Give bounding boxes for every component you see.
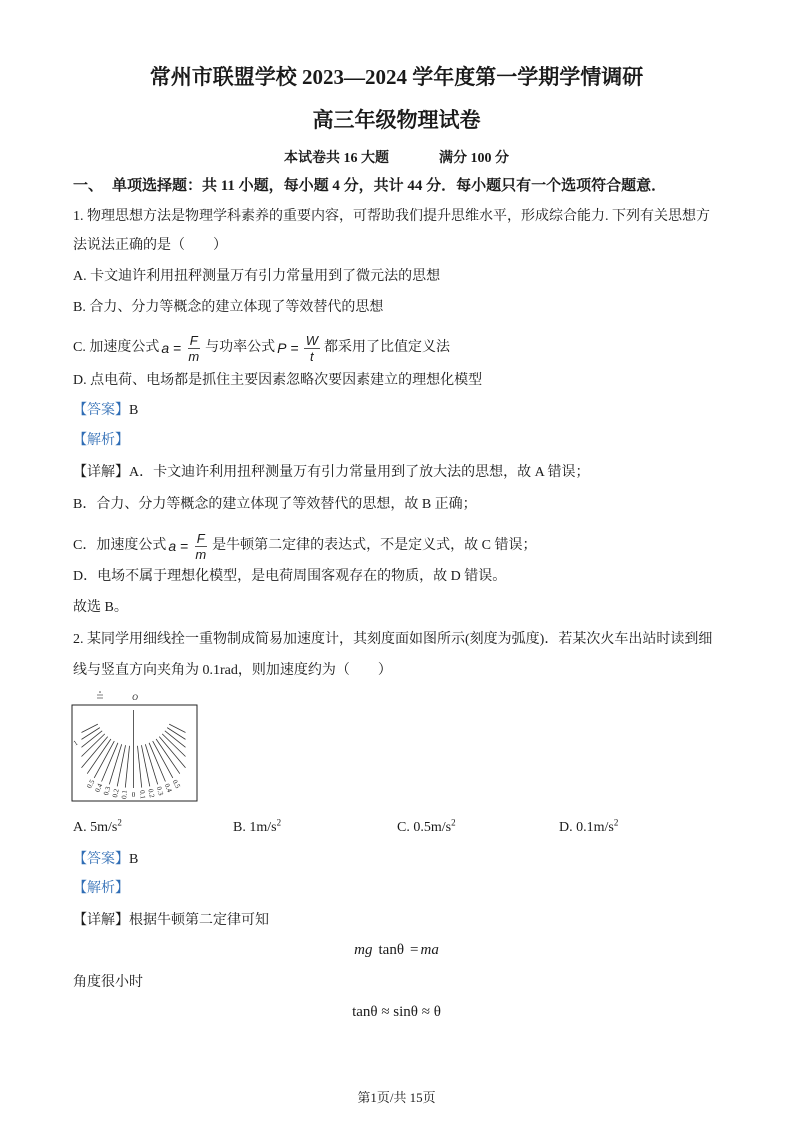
option-label: C. 0.5m/s [397, 820, 452, 835]
scale-label: 0.4 [93, 782, 105, 794]
fraction-numerator: W [305, 332, 318, 348]
detail-text: 根据牛顿第二定律可知 [129, 913, 269, 928]
fraction-denominator: m [195, 546, 207, 562]
scale-tick [169, 724, 185, 732]
scale-tick [141, 745, 149, 786]
total-score: 满分 100 分 [439, 151, 509, 166]
q1-detail-c [73, 528, 537, 564]
scale-label: 0.2 [146, 788, 156, 799]
eq-rhs: ma [420, 942, 439, 958]
eq-equals: = [410, 942, 419, 958]
fraction-denominator: m [188, 348, 200, 364]
scale-tick [125, 746, 129, 788]
scale-label: 0 [131, 791, 136, 799]
answer-tag: 【答案】 [73, 403, 129, 418]
exam-subtitle: 高三年级物理试卷 [312, 108, 481, 132]
scale-label: 0.4 [162, 782, 174, 794]
scale-tick [145, 744, 157, 784]
option-c-suffix: 都采用了比值定义法 [323, 340, 450, 355]
detail-c-prefix: C．加速度公式 [73, 538, 167, 553]
scale-tick [109, 744, 121, 784]
scale-label: 0.3 [102, 785, 113, 797]
formula-equals: = [173, 340, 182, 356]
equation-newton [0, 941, 793, 959]
section-number: 一、 [73, 178, 104, 194]
option-label: B. 1m/s [233, 820, 277, 835]
option-exponent: 2 [117, 817, 122, 828]
formula-lhs: a [161, 340, 170, 356]
pivot-label: O [132, 693, 138, 702]
fraction-numerator: F [189, 332, 198, 348]
q1-conclusion: 故选 B。 [73, 600, 128, 615]
q2-options [73, 819, 713, 837]
scale-tick [137, 746, 141, 788]
q2-option-a [73, 819, 122, 837]
scale-tick [117, 745, 125, 786]
figure-mark [97, 691, 103, 698]
q1-analysis-tag: 【解析】 [73, 433, 129, 448]
detail-a-text: A．卡文迪许利用扭秤测量万有引力常量用到了放大法的思想，故 A 错误； [129, 465, 590, 480]
detail-tag: 【详解】 [73, 465, 129, 480]
q2-option-c [397, 819, 456, 837]
q1-option-d: D. 点电荷、电场都是抓住主要因素忽略次要因素建立的理想化模型 [73, 373, 483, 388]
option-exponent: 2 [613, 817, 619, 828]
formula-equals: = [180, 538, 189, 554]
option-label: D. 0.1m/s [559, 820, 614, 835]
q1-detail-d: D．电场不属于理想化模型，是电荷周围客观存在的物质，故 D 错误。 [73, 569, 507, 584]
formula-lhs: a [168, 538, 177, 554]
equation-small-angle: tanθ ≈ sinθ ≈ θ [352, 1004, 441, 1020]
q2-option-b [233, 819, 281, 837]
scale-tick [82, 728, 100, 740]
detail-c-suffix: 是牛顿第二定律的表达式，不是定义式，故 C 错误； [212, 538, 537, 553]
q2-stem-line-1: 2. 某同学用细线拴一重物制成简易加速度计，其刻度面如图所示(刻度为弧度)．若某次火车出站时读到细 [73, 632, 713, 647]
page-number: 第1页/共 15页 [357, 1090, 436, 1105]
q2-small-angle-text: 角度很小时 [73, 975, 143, 990]
option-exponent: 2 [451, 817, 456, 828]
answer-tag: 【答案】 [73, 852, 129, 867]
exam-title: 常州市联盟学校 2023—2024 学年度第一学期学情调研 [149, 65, 644, 89]
q1-option-c [73, 330, 450, 366]
fraction [193, 531, 208, 562]
q2-detail [73, 912, 269, 930]
eq-function: tan [378, 942, 397, 958]
scale-label: 0.5 [170, 778, 182, 790]
option-label: A. 5m/s [73, 820, 118, 835]
option-c-prefix: C. 加速度公式 [73, 340, 160, 355]
option-exponent: 2 [276, 817, 282, 828]
accelerometer-scale-figure [70, 688, 200, 804]
q2-option-d [559, 819, 618, 837]
section-instruction: 单项选择题：共 11 小题，每小题 4 分，共计 44 分．每小题只有一个选项符合题意． [112, 178, 667, 194]
fraction-numerator: F [196, 530, 205, 546]
q1-option-b: B. 合力、分力等概念的建立体现了等效替代的思想 [73, 300, 384, 315]
q1-detail-a [73, 464, 589, 482]
fraction [304, 333, 320, 364]
option-c-middle: 与功率公式 [205, 340, 276, 355]
fraction [186, 333, 201, 364]
formula-lhs: P [277, 340, 287, 356]
scale-label: 0.1 [120, 789, 130, 800]
answer-value: B [129, 403, 139, 418]
scale-label: 0.1 [137, 789, 147, 800]
question-count: 本试卷共 16 大题 [284, 151, 389, 166]
q1-stem-line-1: 1. 物理思想方法是物理学科素养的重要内容，可帮助我们提升思维水平，形成综合能力. 下列有关思想方 [73, 209, 710, 224]
q1-option-a: A. 卡文迪许利用扭秤测量万有引力常量用到了微元法的思想 [73, 269, 441, 284]
q2-analysis-tag: 【解析】 [73, 881, 129, 896]
q2-answer [73, 851, 138, 869]
scale-tick [82, 724, 98, 732]
scale-label: 0.3 [154, 785, 165, 797]
eq-argument: θ [396, 942, 405, 958]
detail-tag: 【详解】 [73, 913, 129, 928]
q2-stem-line-2: 线与竖直方向夹角为 0.1rad，则加速度约为（ ） [73, 663, 392, 678]
q1-stem-line-2: 法说法正确的是（ ） [73, 238, 227, 253]
answer-value: B [129, 852, 139, 867]
formula-equals: = [290, 340, 299, 356]
scale-label: 0.5 [85, 778, 97, 790]
q1-detail-b: B．合力、分力等概念的建立体现了等效替代的思想，故 B 正确； [73, 497, 477, 512]
eq-lhs: mg [354, 942, 373, 958]
q1-answer [73, 402, 138, 420]
scale-label: 1 [71, 738, 80, 748]
exam-info [0, 150, 793, 168]
fraction-denominator: t [310, 348, 314, 364]
scale-tick [167, 728, 185, 740]
scale-label: 0.2 [111, 788, 121, 799]
